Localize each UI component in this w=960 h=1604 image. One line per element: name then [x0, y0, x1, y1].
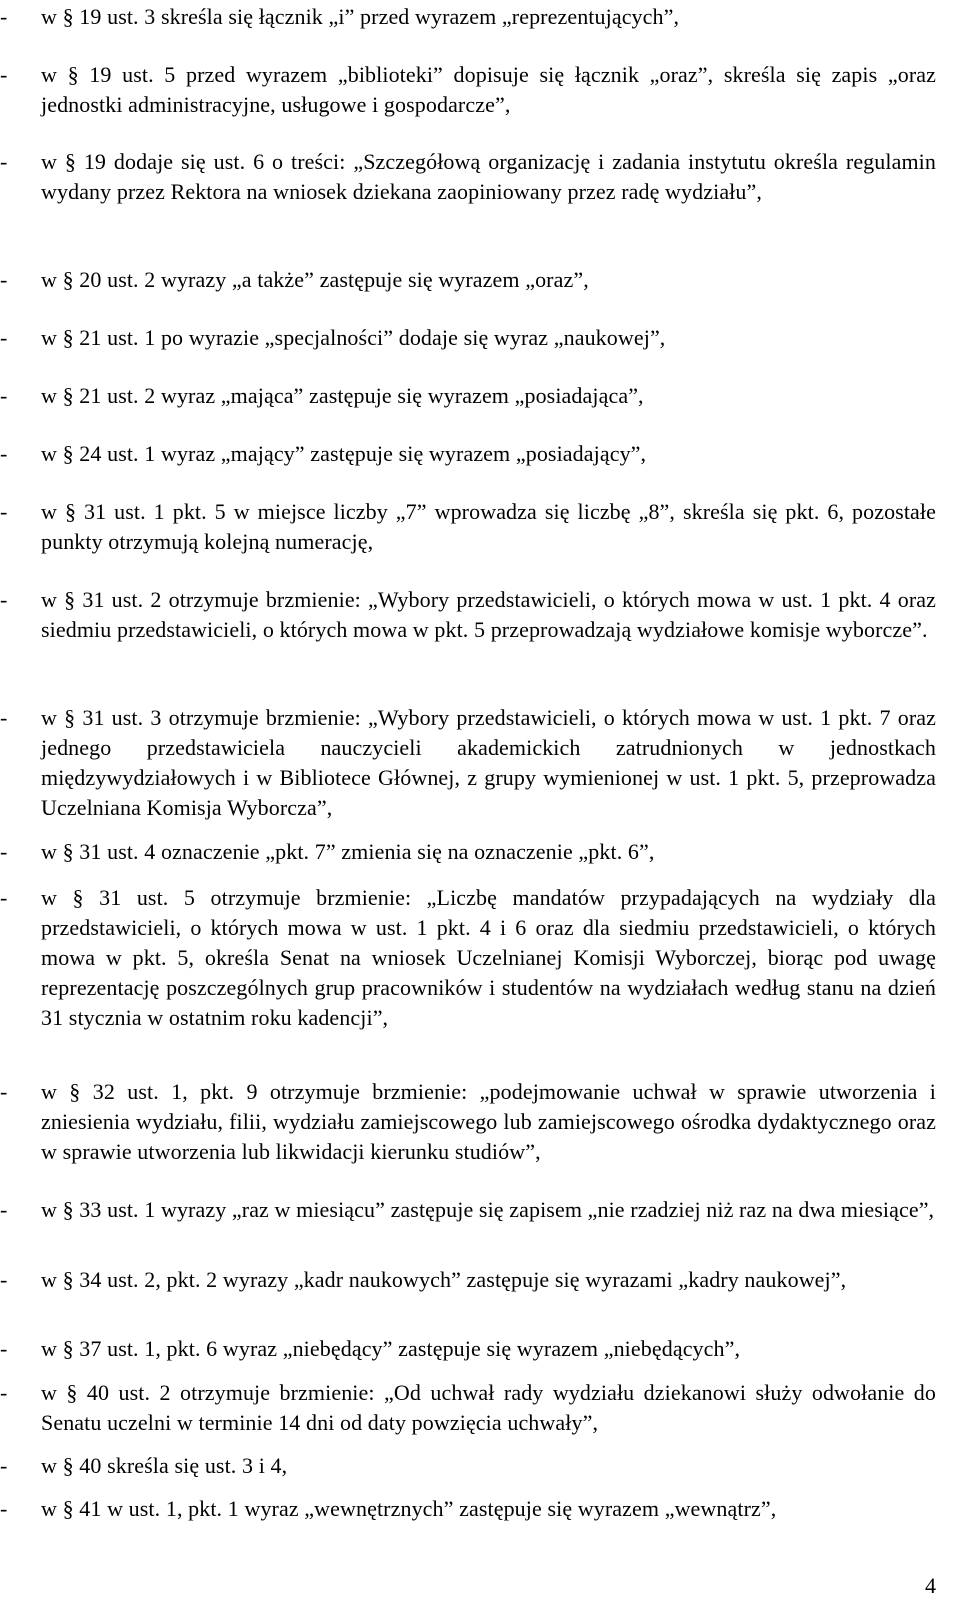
list-dash: - [0, 705, 8, 730]
list-dash: - [0, 267, 8, 292]
list-item-text: w § 21 ust. 1 po wyrazie „specjalności” dodaje się wyraz „naukowej”, [41, 325, 666, 350]
list-dash: - [0, 1336, 8, 1361]
list-item-text: w § 33 ust. 1 wyrazy „raz w miesiącu” zastępuje się zapisem „nie rzadziej niż raz na dwa miesiące”, [41, 1197, 935, 1222]
list-item-text: w § 34 ust. 2, pkt. 2 wyrazy „kadr naukowych” zastępuje się wyrazami „kadry naukowej”, [41, 1267, 847, 1292]
page-number: 4 [925, 1573, 936, 1598]
list-dash: - [0, 1267, 8, 1292]
list-dash: - [0, 839, 8, 864]
list-item-text: w § 19 ust. 5 przed wyrazem „biblioteki” dopisuje się łącznik „oraz”, skreśla się zapis „oraz jednostki administracyjne, usługowe i gospodarcze”, [41, 62, 936, 117]
list-dash: - [0, 885, 8, 910]
list-dash: - [0, 1197, 8, 1222]
list-item-text: w § 37 ust. 1, pkt. 6 wyraz „niebędący” zastępuje się wyrazem „niebędących”, [41, 1336, 741, 1361]
list-item-text: w § 31 ust. 5 otrzymuje brzmienie: „Liczbę mandatów przypadających na wydziały dla przedstawicieli, o których mowa w ust. 1 pkt. 4 i 6 oraz dla siedmiu przedstawicieli, o których mowa w pkt. 5, określa Senat na wniosek Uczelnianej Komisji Wyborczej, biorąc pod uwagę reprezentację poszczególnych grup pracowników i studentów na wydziałach według stanu na dzień 31 stycznia w ostatnim roku kadencji”, [41, 885, 936, 1030]
list-item-text: w § 40 ust. 2 otrzymuje brzmienie: „Od uchwał rady wydziału dziekanowi służy odwołanie do Senatu uczelni w terminie 14 dni od daty powzięcia uchwały”, [41, 1380, 936, 1435]
list-item-text: w § 31 ust. 3 otrzymuje brzmienie: „Wybory przedstawicieli, o których mowa w ust. 1 pkt. 7 oraz jednego przedstawiciela nauczycieli akademickich zatrudnionych w jednostkach międzywydziałowych i w Bibliotece Głównej, z grupy wymienionej w ust. 1 pkt. 5, przeprowadza Uczelniana Komisja Wyborcza”, [41, 705, 936, 820]
list-dash: - [0, 325, 8, 350]
list-dash: - [0, 383, 8, 408]
list-dash: - [0, 62, 8, 87]
list-item-text: w § 24 ust. 1 wyraz „mający” zastępuje się wyrazem „posiadający”, [41, 441, 647, 466]
list-item-text: w § 19 dodaje się ust. 6 o treści: „Szczegółową organizację i zadania instytutu określa regulamin wydany przez Rektora na wniosek dziekana zaopiniowany przez radę wydziału”, [41, 149, 936, 204]
list-item-text: w § 31 ust. 1 pkt. 5 w miejsce liczby „7” wprowadza się liczbę „8”, skreśla się pkt. 6, pozostałe punkty otrzymują kolejną numerację, [41, 499, 936, 554]
list-item-text: w § 21 ust. 2 wyraz „mająca” zastępuje się wyrazem „posiadająca”, [41, 383, 644, 408]
list-item-text: w § 20 ust. 2 wyrazy „a także” zastępuje się wyrazem „oraz”, [41, 267, 589, 292]
list-dash: - [0, 587, 8, 612]
list-dash: - [0, 1079, 8, 1104]
list-dash: - [0, 441, 8, 466]
list-dash: - [0, 1496, 8, 1521]
list-item-text: w § 41 w ust. 1, pkt. 1 wyraz „wewnętrznych” zastępuje się wyrazem „wewnątrz”, [41, 1496, 777, 1521]
list-dash: - [0, 1380, 8, 1405]
list-item-text: w § 32 ust. 1, pkt. 9 otrzymuje brzmienie: „podejmowanie uchwał w sprawie utworzenia i zniesienia wydziału, filii, wydziału zamiejscowego lub zamiejscowego ośrodka dydaktycznego oraz w sprawie utworzenia lub likwidacji kierunku studiów”, [41, 1079, 936, 1164]
list-dash: - [0, 499, 8, 524]
list-dash: - [0, 1453, 8, 1478]
list-dash: - [0, 149, 8, 174]
list-item-text: w § 40 skreśla się ust. 3 i 4, [41, 1453, 288, 1478]
list-item-text: w § 31 ust. 2 otrzymuje brzmienie: „Wybory przedstawicieli, o których mowa w ust. 1 pkt. 4 oraz siedmiu przedstawicieli, o których mowa w pkt. 5 przeprowadzają wydziałowe komisje wyborcze”. [41, 587, 936, 642]
list-dash: - [0, 4, 8, 29]
list-item-text: w § 31 ust. 4 oznaczenie „pkt. 7” zmienia się na oznaczenie „pkt. 6”, [41, 839, 655, 864]
list-item-text: w § 19 ust. 3 skreśla się łącznik „i” przed wyrazem „reprezentujących”, [41, 4, 680, 29]
